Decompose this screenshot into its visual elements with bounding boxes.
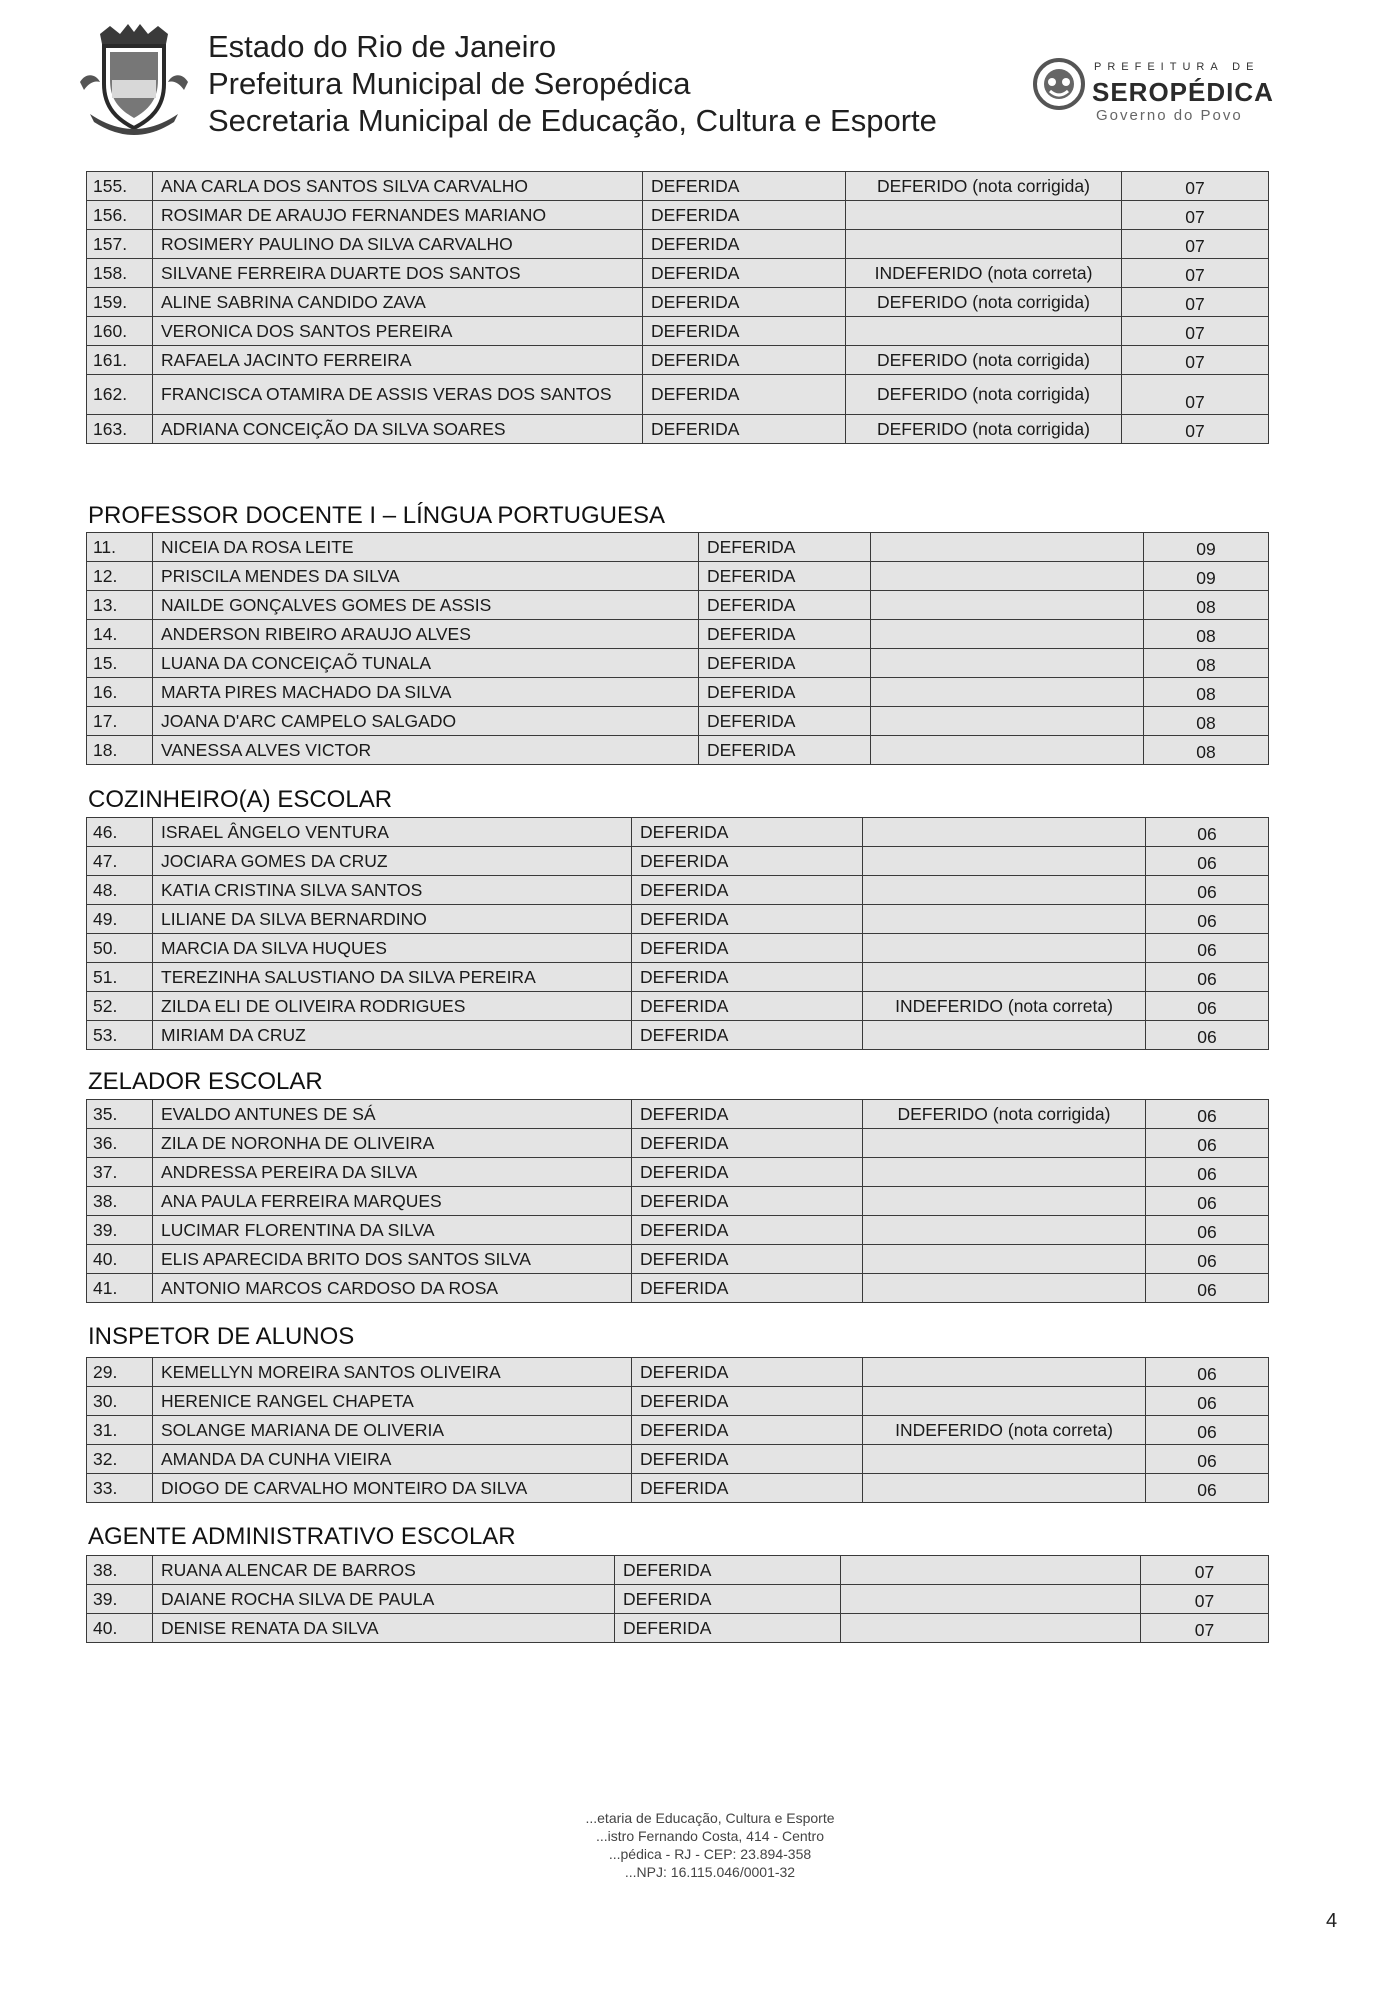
- application-status: DEFERIDA: [699, 620, 871, 649]
- candidate-name: JOANA D'ARC CAMPELO SALGADO: [153, 707, 699, 736]
- candidate-name: JOCIARA GOMES DA CRUZ: [153, 847, 632, 876]
- candidate-name: ANDRESSA PEREIRA DA SILVA: [153, 1158, 632, 1187]
- candidate-score: 07: [1122, 172, 1269, 201]
- candidate-score: 06: [1146, 992, 1269, 1021]
- section-title-inspector: INSPETOR DE ALUNOS: [88, 1323, 355, 1350]
- row-number: 39.: [87, 1216, 153, 1245]
- table-row: [87, 818, 1269, 847]
- application-status: DEFERIDA: [632, 876, 863, 905]
- table-row: [87, 201, 1269, 230]
- document-header: [0, 0, 1400, 160]
- candidate-score: 09: [1144, 533, 1269, 562]
- municipal-crest-icon: [70, 22, 198, 140]
- candidate-name: MARCIA DA SILVA HUQUES: [153, 934, 632, 963]
- candidate-name: ANA PAULA FERREIRA MARQUES: [153, 1187, 632, 1216]
- candidate-name: MIRIAM DA CRUZ: [153, 1021, 632, 1050]
- table-row: [87, 1445, 1269, 1474]
- candidate-score: 06: [1146, 1245, 1269, 1274]
- candidate-name: FRANCISCA OTAMIRA DE ASSIS VERAS DOS SANTOS: [153, 375, 643, 415]
- candidate-score: 08: [1144, 678, 1269, 707]
- candidate-score: 08: [1144, 620, 1269, 649]
- application-status: DEFERIDA: [643, 230, 846, 259]
- table-row: [87, 1021, 1269, 1050]
- application-status: DEFERIDA: [632, 1187, 863, 1216]
- candidate-score: 07: [1122, 259, 1269, 288]
- grade-review-result: [841, 1614, 1141, 1643]
- table-body: [87, 1358, 1269, 1503]
- grade-review-result: [846, 317, 1122, 346]
- table-row: [87, 620, 1269, 649]
- table-row: [87, 230, 1269, 259]
- candidate-score: 06: [1146, 1416, 1269, 1445]
- candidate-name: DIOGO DE CARVALHO MONTEIRO DA SILVA: [153, 1474, 632, 1503]
- candidate-name: ADRIANA CONCEIÇÃO DA SILVA SOARES: [153, 415, 643, 444]
- candidate-name: EVALDO ANTUNES DE SÁ: [153, 1100, 632, 1129]
- application-status: DEFERIDA: [643, 375, 846, 415]
- candidate-name: SILVANE FERREIRA DUARTE DOS SANTOS: [153, 259, 643, 288]
- row-number: 52.: [87, 992, 153, 1021]
- row-number: 11.: [87, 533, 153, 562]
- candidate-score: 08: [1144, 649, 1269, 678]
- candidate-name: LUANA DA CONCEIÇAÕ TUNALA: [153, 649, 699, 678]
- candidate-score: 06: [1146, 1100, 1269, 1129]
- section-title-admin-agent: AGENTE ADMINISTRATIVO ESCOLAR: [88, 1523, 516, 1550]
- table-row: [87, 533, 1269, 562]
- table-portuguese: [86, 532, 1269, 765]
- application-status: DEFERIDA: [699, 736, 871, 765]
- candidate-score: 08: [1144, 707, 1269, 736]
- row-number: 35.: [87, 1100, 153, 1129]
- candidate-score: 06: [1146, 876, 1269, 905]
- grade-review-result: [871, 533, 1144, 562]
- row-number: 155.: [87, 172, 153, 201]
- table-row: [87, 1216, 1269, 1245]
- grade-review-result: [863, 1358, 1146, 1387]
- grade-review-result: DEFERIDO (nota corrigida): [846, 375, 1122, 415]
- row-number: 51.: [87, 963, 153, 992]
- candidate-score: 06: [1146, 905, 1269, 934]
- candidate-name: LILIANE DA SILVA BERNARDINO: [153, 905, 632, 934]
- application-status: DEFERIDA: [632, 818, 863, 847]
- application-status: DEFERIDA: [632, 905, 863, 934]
- table-row: [87, 1129, 1269, 1158]
- candidate-name: DAIANE ROCHA SILVA DE PAULA: [153, 1585, 615, 1614]
- grade-review-result: INDEFERIDO (nota correta): [863, 992, 1146, 1021]
- grade-review-result: [863, 1187, 1146, 1216]
- logo-prefix-text: PREFEITURA DE: [1094, 61, 1260, 73]
- table-row: [87, 1387, 1269, 1416]
- table-row: [87, 1274, 1269, 1303]
- candidate-name: VANESSA ALVES VICTOR: [153, 736, 699, 765]
- table-row: [87, 678, 1269, 707]
- application-status: DEFERIDA: [643, 415, 846, 444]
- application-status: DEFERIDA: [632, 1100, 863, 1129]
- table-body: [87, 1556, 1269, 1643]
- row-number: 157.: [87, 230, 153, 259]
- row-number: 53.: [87, 1021, 153, 1050]
- row-number: 31.: [87, 1416, 153, 1445]
- table-row: [87, 876, 1269, 905]
- application-status: DEFERIDA: [632, 1474, 863, 1503]
- table-row: [87, 1245, 1269, 1274]
- application-status: DEFERIDA: [632, 934, 863, 963]
- candidate-name: VERONICA DOS SANTOS PEREIRA: [153, 317, 643, 346]
- row-number: 30.: [87, 1387, 153, 1416]
- table-row: [87, 346, 1269, 375]
- row-number: 163.: [87, 415, 153, 444]
- row-number: 40.: [87, 1245, 153, 1274]
- candidate-score: 06: [1146, 1358, 1269, 1387]
- candidate-score: 09: [1144, 562, 1269, 591]
- table-body: [87, 533, 1269, 765]
- grade-review-result: [863, 1129, 1146, 1158]
- row-number: 47.: [87, 847, 153, 876]
- candidate-score: 07: [1141, 1585, 1269, 1614]
- grade-review-result: [871, 678, 1144, 707]
- candidate-score: 07: [1122, 201, 1269, 230]
- grade-review-result: [841, 1556, 1141, 1585]
- application-status: DEFERIDA: [699, 533, 871, 562]
- table-row: [87, 317, 1269, 346]
- table-row: [87, 1585, 1269, 1614]
- table-row: [87, 1416, 1269, 1445]
- header-prefecture-line: Prefeitura Municipal de Seropédica: [208, 66, 691, 101]
- grade-review-result: [863, 847, 1146, 876]
- application-status: DEFERIDA: [643, 317, 846, 346]
- candidate-name: RUANA ALENCAR DE BARROS: [153, 1556, 615, 1585]
- table-row: [87, 934, 1269, 963]
- table-row: [87, 288, 1269, 317]
- candidate-score: 06: [1146, 1387, 1269, 1416]
- candidate-score: 07: [1122, 375, 1269, 415]
- header-state-line: Estado do Rio de Janeiro: [208, 29, 557, 64]
- candidate-score: 06: [1146, 1187, 1269, 1216]
- application-status: DEFERIDA: [632, 847, 863, 876]
- grade-review-result: INDEFERIDO (nota correta): [846, 259, 1122, 288]
- application-status: DEFERIDA: [632, 1021, 863, 1050]
- candidate-score: 08: [1144, 591, 1269, 620]
- header-secretariat-line: Secretaria Municipal de Educação, Cultura e Esporte: [208, 103, 937, 138]
- application-status: DEFERIDA: [643, 172, 846, 201]
- application-status: DEFERIDA: [615, 1556, 841, 1585]
- grade-review-result: [863, 1021, 1146, 1050]
- table-inspector: [86, 1357, 1269, 1503]
- table-row: [87, 415, 1269, 444]
- application-status: DEFERIDA: [699, 707, 871, 736]
- row-number: 33.: [87, 1474, 153, 1503]
- row-number: 40.: [87, 1614, 153, 1643]
- table-row: [87, 1358, 1269, 1387]
- candidate-score: 06: [1146, 934, 1269, 963]
- row-number: 50.: [87, 934, 153, 963]
- table-row: [87, 649, 1269, 678]
- candidate-name: ROSIMAR DE ARAUJO FERNANDES MARIANO: [153, 201, 643, 230]
- grade-review-result: [863, 1158, 1146, 1187]
- application-status: DEFERIDA: [632, 1158, 863, 1187]
- table-row: [87, 1614, 1269, 1643]
- application-status: DEFERIDA: [699, 678, 871, 707]
- application-status: DEFERIDA: [632, 963, 863, 992]
- candidate-name: AMANDA DA CUNHA VIEIRA: [153, 1445, 632, 1474]
- logo-name-text: SEROPÉDICA: [1092, 77, 1274, 107]
- table-row: [87, 375, 1269, 415]
- grade-review-result: [871, 736, 1144, 765]
- candidate-score: 07: [1122, 346, 1269, 375]
- grade-review-result: [871, 562, 1144, 591]
- candidate-score: 08: [1144, 736, 1269, 765]
- application-status: DEFERIDA: [699, 649, 871, 678]
- candidate-score: 07: [1122, 317, 1269, 346]
- application-status: DEFERIDA: [632, 1129, 863, 1158]
- candidate-name: MARTA PIRES MACHADO DA SILVA: [153, 678, 699, 707]
- candidate-score: 06: [1146, 847, 1269, 876]
- table-row: [87, 736, 1269, 765]
- logo-slogan-text: Governo do Povo: [1096, 107, 1243, 124]
- candidate-score: 06: [1146, 1274, 1269, 1303]
- application-status: DEFERIDA: [699, 591, 871, 620]
- table-cook: [86, 817, 1269, 1050]
- section-title-cook: COZINHEIRO(A) ESCOLAR: [88, 786, 393, 813]
- table-row: [87, 1187, 1269, 1216]
- candidate-name: KATIA CRISTINA SILVA SANTOS: [153, 876, 632, 905]
- grade-review-result: [863, 963, 1146, 992]
- candidate-name: ROSIMERY PAULINO DA SILVA CARVALHO: [153, 230, 643, 259]
- grade-review-result: INDEFERIDO (nota correta): [863, 1416, 1146, 1445]
- candidate-name: HERENICE RANGEL CHAPETA: [153, 1387, 632, 1416]
- row-number: 49.: [87, 905, 153, 934]
- row-number: 29.: [87, 1358, 153, 1387]
- table-row: [87, 1474, 1269, 1503]
- row-number: 39.: [87, 1585, 153, 1614]
- row-number: 160.: [87, 317, 153, 346]
- table-row: [87, 1556, 1269, 1585]
- candidate-score: 07: [1141, 1614, 1269, 1643]
- application-status: DEFERIDA: [643, 288, 846, 317]
- grade-review-result: [863, 1445, 1146, 1474]
- grade-review-result: DEFERIDO (nota corrigida): [863, 1100, 1146, 1129]
- row-number: 158.: [87, 259, 153, 288]
- candidate-score: 07: [1141, 1556, 1269, 1585]
- row-number: 36.: [87, 1129, 153, 1158]
- application-status: DEFERIDA: [632, 1416, 863, 1445]
- row-number: 12.: [87, 562, 153, 591]
- application-status: DEFERIDA: [643, 259, 846, 288]
- candidate-name: ALINE SABRINA CANDIDO ZAVA: [153, 288, 643, 317]
- table-row: [87, 905, 1269, 934]
- row-number: 18.: [87, 736, 153, 765]
- candidate-name: PRISCILA MENDES DA SILVA: [153, 562, 699, 591]
- candidate-score: 06: [1146, 818, 1269, 847]
- row-number: 38.: [87, 1187, 153, 1216]
- row-number: 156.: [87, 201, 153, 230]
- candidate-name: ANTONIO MARCOS CARDOSO DA ROSA: [153, 1274, 632, 1303]
- candidate-name: LUCIMAR FLORENTINA DA SILVA: [153, 1216, 632, 1245]
- grade-review-result: [863, 1274, 1146, 1303]
- candidate-score: 06: [1146, 1216, 1269, 1245]
- candidate-score: 07: [1122, 415, 1269, 444]
- application-status: DEFERIDA: [699, 562, 871, 591]
- grade-review-result: [841, 1585, 1141, 1614]
- application-status: DEFERIDA: [615, 1585, 841, 1614]
- seropedica-emblem-icon: [1032, 57, 1086, 111]
- grade-review-result: [863, 1474, 1146, 1503]
- table-row: [87, 259, 1269, 288]
- table-row: [87, 591, 1269, 620]
- application-status: DEFERIDA: [643, 201, 846, 230]
- candidate-name: SOLANGE MARIANA DE OLIVERIA: [153, 1416, 632, 1445]
- grade-review-result: DEFERIDO (nota corrigida): [846, 288, 1122, 317]
- grade-review-result: [863, 1387, 1146, 1416]
- table-row: [87, 992, 1269, 1021]
- row-number: 38.: [87, 1556, 153, 1585]
- application-status: DEFERIDA: [632, 1358, 863, 1387]
- row-number: 162.: [87, 375, 153, 415]
- stamp-line-3: ...pédica - RJ - CEP: 23.894-358: [608, 1846, 812, 1862]
- table-row: [87, 707, 1269, 736]
- grade-review-result: [863, 876, 1146, 905]
- table-row: [87, 847, 1269, 876]
- row-number: 17.: [87, 707, 153, 736]
- grade-review-result: [863, 818, 1146, 847]
- row-number: 46.: [87, 818, 153, 847]
- row-number: 48.: [87, 876, 153, 905]
- application-status: DEFERIDA: [615, 1614, 841, 1643]
- seropedica-logo: [1032, 55, 1282, 145]
- section-title-janitor: ZELADOR ESCOLAR: [88, 1068, 323, 1095]
- row-number: 32.: [87, 1445, 153, 1474]
- candidate-score: 07: [1122, 288, 1269, 317]
- candidate-name: TEREZINHA SALUSTIANO DA SILVA PEREIRA: [153, 963, 632, 992]
- candidate-name: ZILDA ELI DE OLIVEIRA RODRIGUES: [153, 992, 632, 1021]
- grade-review-result: [846, 201, 1122, 230]
- application-status: DEFERIDA: [632, 1387, 863, 1416]
- candidate-name: RAFAELA JACINTO FERREIRA: [153, 346, 643, 375]
- grade-review-result: DEFERIDO (nota corrigida): [846, 415, 1122, 444]
- candidate-score: 06: [1146, 963, 1269, 992]
- candidate-name: ELIS APARECIDA BRITO DOS SANTOS SILVA: [153, 1245, 632, 1274]
- secretariat-stamp: [560, 1809, 860, 1881]
- application-status: DEFERIDA: [643, 346, 846, 375]
- table-janitor: [86, 1099, 1269, 1303]
- row-number: 37.: [87, 1158, 153, 1187]
- table-body: [87, 818, 1269, 1050]
- candidate-score: 06: [1146, 1021, 1269, 1050]
- grade-review-result: [846, 230, 1122, 259]
- application-status: DEFERIDA: [632, 1245, 863, 1274]
- grade-review-result: DEFERIDO (nota corrigida): [846, 346, 1122, 375]
- table-row: [87, 1158, 1269, 1187]
- row-number: 161.: [87, 346, 153, 375]
- grade-review-result: [871, 620, 1144, 649]
- candidates-table-continuation: [86, 171, 1269, 444]
- row-number: 15.: [87, 649, 153, 678]
- table-body: [87, 172, 1269, 444]
- header-text-block: [208, 28, 937, 139]
- candidate-name: NAILDE GONÇALVES GOMES DE ASSIS: [153, 591, 699, 620]
- row-number: 41.: [87, 1274, 153, 1303]
- grade-review-result: DEFERIDO (nota corrigida): [846, 172, 1122, 201]
- candidate-name: ANDERSON RIBEIRO ARAUJO ALVES: [153, 620, 699, 649]
- table-body: [87, 1100, 1269, 1303]
- stamp-line-2: ...istro Fernando Costa, 414 - Centro: [596, 1828, 824, 1844]
- table-row: [87, 172, 1269, 201]
- candidate-name: KEMELLYN MOREIRA SANTOS OLIVEIRA: [153, 1358, 632, 1387]
- stamp-line-1: ...etaria de Educação, Cultura e Esporte: [585, 1810, 835, 1826]
- page-number: 4: [1326, 1910, 1338, 1932]
- section-title-portuguese: PROFESSOR DOCENTE I – LÍNGUA PORTUGUESA: [88, 502, 666, 529]
- candidate-score: 07: [1122, 230, 1269, 259]
- row-number: 16.: [87, 678, 153, 707]
- application-status: DEFERIDA: [632, 992, 863, 1021]
- row-number: 13.: [87, 591, 153, 620]
- grade-review-result: [871, 649, 1144, 678]
- grade-review-result: [863, 1245, 1146, 1274]
- stamp-line-4: ...NPJ: 16.115.046/0001-32: [624, 1864, 796, 1880]
- table-row: [87, 963, 1269, 992]
- table-row: [87, 562, 1269, 591]
- candidate-name: ZILA DE NORONHA DE OLIVEIRA: [153, 1129, 632, 1158]
- table-row: [87, 1100, 1269, 1129]
- grade-review-result: [863, 934, 1146, 963]
- table-admin-agent: [86, 1555, 1269, 1643]
- grade-review-result: [871, 591, 1144, 620]
- candidate-score: 06: [1146, 1445, 1269, 1474]
- row-number: 159.: [87, 288, 153, 317]
- candidate-name: ANA CARLA DOS SANTOS SILVA CARVALHO: [153, 172, 643, 201]
- candidate-name: NICEIA DA ROSA LEITE: [153, 533, 699, 562]
- application-status: DEFERIDA: [632, 1216, 863, 1245]
- candidate-score: 06: [1146, 1129, 1269, 1158]
- application-status: DEFERIDA: [632, 1274, 863, 1303]
- grade-review-result: [871, 707, 1144, 736]
- row-number: 14.: [87, 620, 153, 649]
- grade-review-result: [863, 905, 1146, 934]
- grade-review-result: [863, 1216, 1146, 1245]
- candidate-name: DENISE RENATA DA SILVA: [153, 1614, 615, 1643]
- application-status: DEFERIDA: [632, 1445, 863, 1474]
- candidate-score: 06: [1146, 1158, 1269, 1187]
- candidate-score: 06: [1146, 1474, 1269, 1503]
- candidate-name: ISRAEL ÂNGELO VENTURA: [153, 818, 632, 847]
